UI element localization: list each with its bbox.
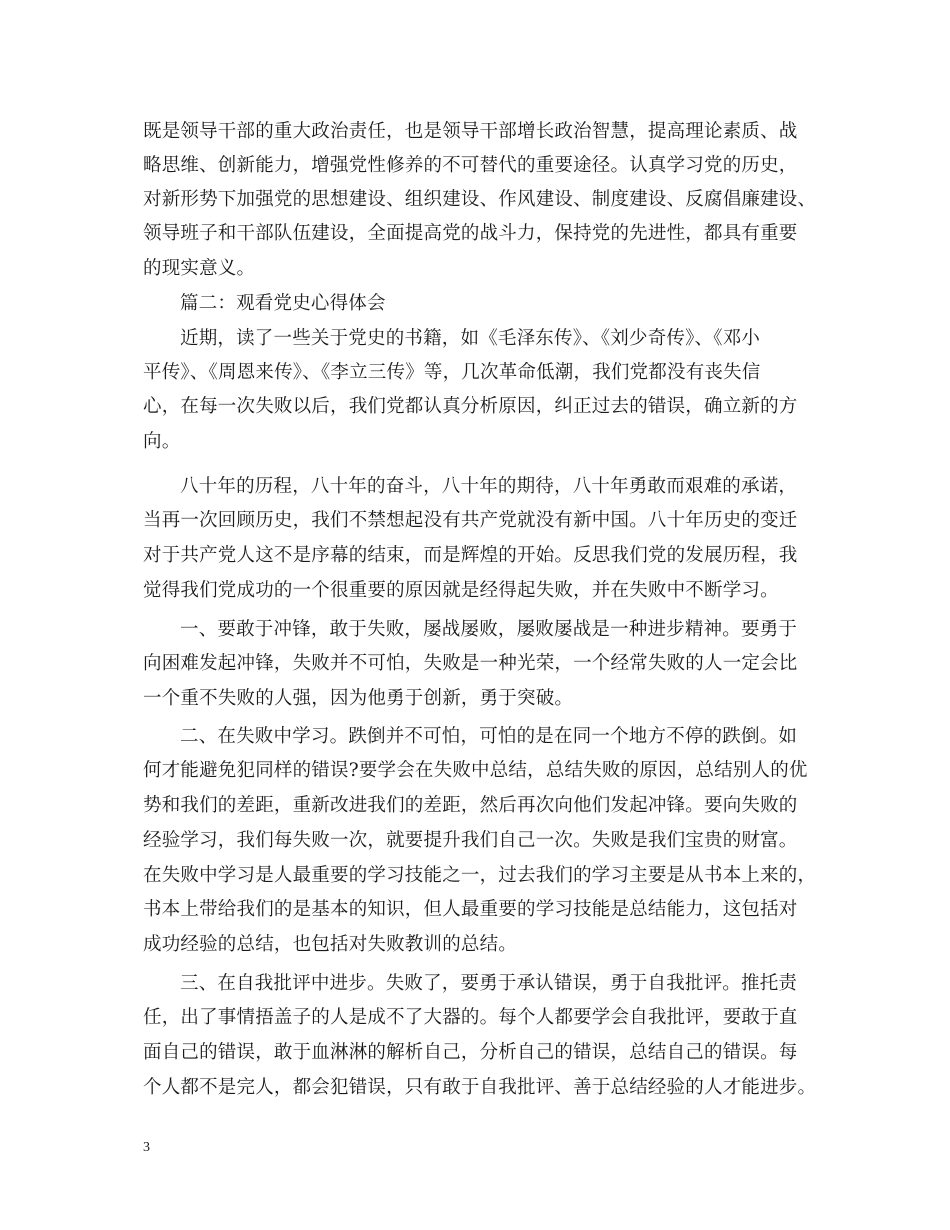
text-line: 对于共产党人这不是序幕的结束，而是辉煌的开始。反思我们党的发展历程，我 xyxy=(143,545,798,566)
section-heading: 篇二：观看党史心得体会 xyxy=(180,293,386,314)
text-line: 平传》、《周恩来传》、《李立三传》等，几次革命低潮，我们党都没有丧失信 xyxy=(143,362,761,383)
text-line: 一、要敢于冲锋，敢于失败，屡战屡败，屡败屡战是一种进步精神。要勇于 xyxy=(180,619,798,640)
text-line: 任，出了事情捂盖子的人是成不了大器的。每个人都要学会自我批评，要敢于直 xyxy=(143,1007,798,1028)
text-line: 略思维、创新能力，增强党性修养的不可替代的重要途径。认真学习党的历史， xyxy=(143,155,798,176)
text-line: 一个重不失败的人强，因为他勇于创新，勇于突破。 xyxy=(143,688,574,709)
text-line: 觉得我们党成功的一个很重要的原因就是经得起失败，并在失败中不断学习。 xyxy=(143,580,779,601)
text-line: 书本上带给我们的是基本的知识，但人最重要的学习技能是总结能力，这包括对 xyxy=(143,899,798,920)
text-line: 心，在每一次失败以后，我们党都认真分析原因，纠正过去的错误，确立新的方 xyxy=(143,396,798,417)
text-line: 八十年的历程，八十年的奋斗，八十年的期待，八十年勇敢而艰难的承诺， xyxy=(180,476,798,497)
text-line: 何才能避免犯同样的错误?要学会在失败中总结，总结失败的原因，总结别人的优 xyxy=(143,760,808,781)
text-line: 向。 xyxy=(143,431,181,452)
text-line: 三、在自我批评中进步。失败了，要勇于承认错误，勇于自我批评。推托责 xyxy=(180,973,798,994)
text-line: 二、在失败中学习。跌倒并不可怕，可怕的是在同一个地方不停的跌倒。如 xyxy=(180,726,798,747)
page-number: 3 xyxy=(143,1140,150,1155)
text-line: 面自己的错误，敢于血淋淋的解析自己，分析自己的错误，总结自己的错误。每 xyxy=(143,1042,798,1063)
text-line: 向困难发起冲锋，失败并不可怕，失败是一种光荣，一个经常失败的人一定会比 xyxy=(143,653,798,674)
text-line: 成功经验的总结，也包括对失败教训的总结。 xyxy=(143,934,518,955)
text-line: 领导班子和干部队伍建设，全面提高党的战斗力，保持党的先进性，都具有重要 xyxy=(143,223,798,244)
text-line: 近期，读了一些关于党史的书籍，如《毛泽东传》、《刘少奇传》、《邓小 xyxy=(180,328,761,349)
text-line: 的现实意义。 xyxy=(143,258,256,279)
text-line: 在失败中学习是人最重要的学习技能之一，过去我们的学习主要是从书本上来的， xyxy=(143,865,817,886)
text-line: 经验学习，我们每失败一次，就要提升我们自己一次。失败是我们宝贵的财富。 xyxy=(143,830,798,851)
text-line: 势和我们的差距，重新改进我们的差距，然后再次向他们发起冲锋。要向失败的 xyxy=(143,795,798,816)
text-line: 个人都不是完人，都会犯错误，只有敢于自我批评、善于总结经验的人才能进步。 xyxy=(143,1077,817,1098)
text-line: 既是领导干部的重大政治责任，也是领导干部增长政治智慧，提高理论素质、战 xyxy=(143,121,798,142)
text-line: 当再一次回顾历史，我们不禁想起没有共产党就没有新中国。八十年历史的变迁 xyxy=(143,510,798,531)
text-line: 对新形势下加强党的思想建设、组织建设、作风建设、制度建设、反腐倡廉建设、 xyxy=(143,189,817,210)
